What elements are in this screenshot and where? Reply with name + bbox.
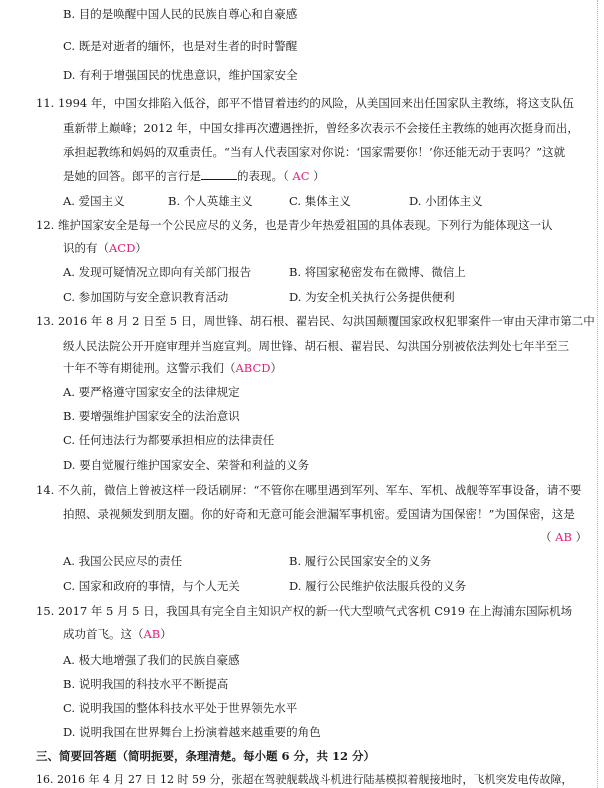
q13-option-a: A. 要严格遵守国家安全的法律规定	[63, 385, 240, 399]
q13-stem-line3-text: 十年不等有期徒刑。这警示我们（	[63, 361, 236, 375]
q10-option-b: B. 目的是唤醒中国人民的民族自尊心和自豪感	[63, 7, 298, 21]
q13-stem-line3	[63, 360, 282, 376]
q12-option-b: B. 将国家秘密发布在微博、微信上	[289, 265, 466, 279]
q11-close-paren: ）	[313, 169, 325, 183]
q14-open-paren: （	[540, 530, 552, 544]
q11-stem-line4-tail: 的表现。（	[237, 169, 289, 183]
q16-stem-line1: 16. 2016 年 4 月 27 日 12 时 59 分，张超在驾驶舰载战斗机进行陆基模拟着舰接地时，飞机突发电传故障，	[36, 773, 573, 786]
q15-option-b: B. 说明我国的科技水平不断提高	[63, 677, 229, 691]
q13-close-paren: ）	[270, 361, 282, 375]
q14-option-d: D. 履行公民维护依法服兵役的义务	[289, 579, 467, 593]
q14-answer-parens	[540, 529, 587, 545]
q11-stem-line2: 重新带上巅峰；2012 年，中国女排再次遭遇挫折，曾经多次表示不会接任主教练的她再次挺身而出，	[63, 121, 579, 135]
q13-stem-line1: 13. 2016 年 8 月 2 日至 5 日，周世锋、胡石根、翟岩民、勾洪国颠覆国家政权犯罪案件一审由天津市第二中	[36, 314, 595, 328]
q14-stem-line2: 拍照、录视频发到朋友圈。你的好奇和无意可能会泄漏军事机密。爱国请为国保密！”为国保密，这是	[63, 507, 575, 521]
q15-stem-line2-text: 成功首飞。这（	[63, 627, 144, 641]
q14-option-b: B. 履行公民国家安全的义务	[289, 554, 432, 568]
q13-option-b: B. 要增强维护国家安全的法治意识	[63, 409, 240, 423]
q15-stem-line1: 15. 2017 年 5 月 5 日，我国具有完全自主知识产权的新一代大型喷气式客机 C919 在上海浦东国际机场	[36, 604, 573, 618]
q11-option-c: C. 集体主义	[289, 194, 351, 208]
q10-option-d: D. 有利于增强国民的忧患意识，维护国家安全	[63, 68, 298, 82]
q11-answer-blank	[201, 169, 237, 180]
q10-option-c: C. 既是对逝者的缅怀，也是对生者的时时警醒	[63, 39, 298, 53]
q12-close-paren: ）	[135, 241, 147, 255]
section3-title: 三、简要回答题（简明扼要，条理清楚。每小题 6 分，共 12 分）	[36, 749, 376, 763]
q13-option-c: C. 任何违法行为都要承担相应的法律责任	[63, 433, 275, 447]
q11-stem-line1: 11. 1994 年，中国女排陷入低谷，郎平不惜冒着违约的风险，从美国回来出任国家队主教练，将这支队伍	[36, 96, 574, 110]
q14-stem-line1: 14. 不久前，微信上曾被这样一段话刷屏：“不管你在哪里遇到军列、军车、军机、战舰等军事设备，请不要	[36, 483, 582, 497]
q12-option-d: D. 为安全机关执行公务提供便利	[289, 290, 455, 304]
q14-option-c: C. 国家和政府的事情，与个人无关	[63, 579, 240, 593]
q11-option-a: A. 爱国主义	[63, 194, 125, 208]
q12-stem-line2	[63, 240, 147, 256]
q11-stem-line3: 承担起教练和妈妈的双重责任。“当有人代表国家对你说：‘国家需要你！’你还能无动于衷吗？”这就	[63, 145, 566, 159]
q13-answer: ABCD	[235, 361, 271, 375]
q11-stem-line4-text: 是她的回答。郎平的言行是	[63, 169, 201, 183]
q12-option-a: A. 发现可疑情况立即向有关部门报告	[63, 265, 252, 279]
q11-option-d: D. 小团体主义	[409, 194, 483, 208]
q14-option-a: A. 我国公民应尽的责任	[63, 554, 183, 568]
q12-stem-line1: 12. 维护国家安全是每一个公民应尽的义务，也是青少年热爱祖国的具体表现。下列行为能体现这一认	[36, 218, 553, 232]
q15-answer: AB	[143, 627, 161, 641]
q12-answer: ACD	[109, 241, 136, 255]
q13-option-d: D. 要自觉履行维护国家安全、荣誉和利益的义务	[63, 458, 310, 472]
q14-close-paren: ）	[575, 530, 588, 544]
q11-stem-line4	[63, 168, 325, 184]
q11-option-b: B. 个人英雄主义	[168, 194, 253, 208]
q15-close-paren: ）	[160, 627, 172, 641]
q12-stem-line2-text: 识的有（	[63, 241, 109, 255]
q14-answer: AB	[555, 530, 572, 544]
page-edge-dotted-line	[597, 0, 598, 788]
q11-answer: AC	[292, 169, 310, 183]
q15-option-a: A. 极大地增强了我们的民族自豪感	[63, 653, 240, 667]
q13-stem-line2: 级人民法院公开开庭审理并当庭宣判。周世锋、胡石根、翟岩民、勾洪国分别被依法判处七年半至三	[63, 339, 569, 353]
q15-option-d: D. 说明我国在世界舞台上扮演着越来越重要的角色	[63, 725, 321, 739]
q15-stem-line2	[63, 626, 172, 642]
q15-option-c: C. 说明我国的整体科技水平处于世界领先水平	[63, 701, 298, 715]
q12-option-c: C. 参加国防与安全意识教育活动	[63, 290, 229, 304]
